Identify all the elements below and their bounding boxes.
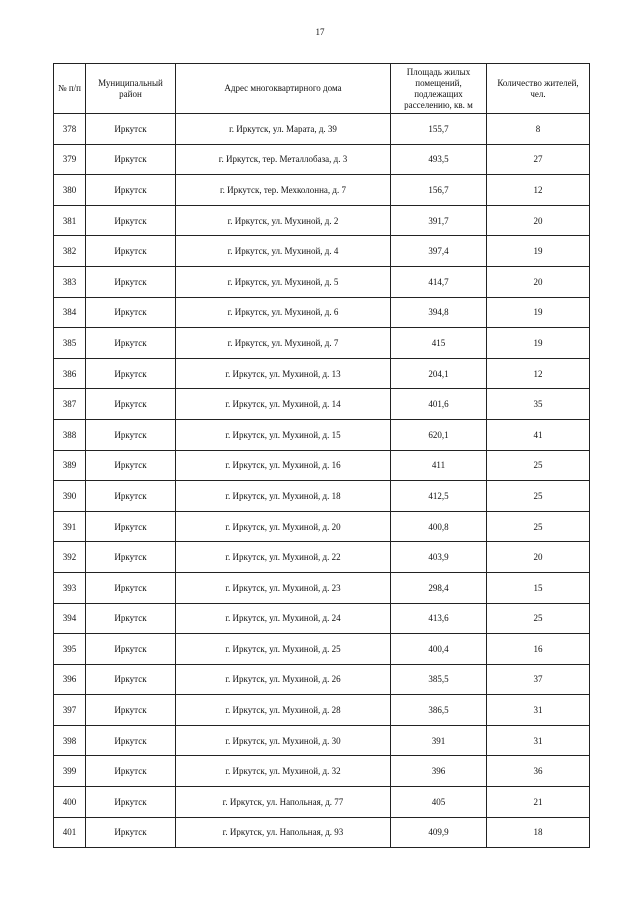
cell-area: 391,7 [391, 205, 487, 236]
cell-address: г. Иркутск, ул. Мухиной, д. 28 [176, 695, 391, 726]
cell-address: г. Иркутск, ул. Мухиной, д. 5 [176, 266, 391, 297]
housing-register-table [53, 63, 590, 848]
cell-district: Иркутск [86, 542, 176, 573]
cell-area: 397,4 [391, 236, 487, 267]
cell-area: 394,8 [391, 297, 487, 328]
cell-residents: 16 [487, 634, 590, 665]
cell-residents: 41 [487, 419, 590, 450]
table-row [54, 634, 590, 665]
cell-residents: 31 [487, 725, 590, 756]
cell-number: 392 [54, 542, 86, 573]
cell-district: Иркутск [86, 328, 176, 359]
cell-residents: 19 [487, 328, 590, 359]
table-row [54, 787, 590, 818]
cell-address: г. Иркутск, ул. Мухиной, д. 15 [176, 419, 391, 450]
table-body [54, 114, 590, 848]
table-row [54, 481, 590, 512]
cell-district: Иркутск [86, 817, 176, 848]
table-row [54, 725, 590, 756]
cell-residents: 15 [487, 572, 590, 603]
cell-number: 383 [54, 266, 86, 297]
table-row [54, 664, 590, 695]
cell-area: 400,4 [391, 634, 487, 665]
cell-number: 393 [54, 572, 86, 603]
cell-area: 620,1 [391, 419, 487, 450]
cell-residents: 36 [487, 756, 590, 787]
cell-address: г. Иркутск, ул. Мухиной, д. 22 [176, 542, 391, 573]
cell-number: 400 [54, 787, 86, 818]
cell-address: г. Иркутск, ул. Мухиной, д. 23 [176, 572, 391, 603]
cell-district: Иркутск [86, 756, 176, 787]
header-address: Адрес многоквартирного дома [176, 64, 391, 114]
table-row [54, 817, 590, 848]
cell-district: Иркутск [86, 634, 176, 665]
cell-address: г. Иркутск, ул. Мухиной, д. 20 [176, 511, 391, 542]
cell-area: 298,4 [391, 572, 487, 603]
header-residents: Количество жителей, чел. [487, 64, 590, 114]
cell-residents: 21 [487, 787, 590, 818]
cell-residents: 27 [487, 144, 590, 175]
table-row [54, 695, 590, 726]
cell-area: 386,5 [391, 695, 487, 726]
table-row [54, 756, 590, 787]
cell-district: Иркутск [86, 603, 176, 634]
cell-number: 386 [54, 358, 86, 389]
cell-number: 380 [54, 175, 86, 206]
cell-area: 400,8 [391, 511, 487, 542]
cell-district: Иркутск [86, 419, 176, 450]
cell-number: 379 [54, 144, 86, 175]
cell-address: г. Иркутск, ул. Напольная, д. 77 [176, 787, 391, 818]
cell-district: Иркутск [86, 481, 176, 512]
cell-address: г. Иркутск, ул. Мухиной, д. 2 [176, 205, 391, 236]
table-row [54, 205, 590, 236]
cell-number: 385 [54, 328, 86, 359]
cell-number: 378 [54, 114, 86, 145]
table-row [54, 511, 590, 542]
header-area: Площадь жилых помещений, подлежащих расселению, кв. м [391, 64, 487, 114]
cell-district: Иркутск [86, 695, 176, 726]
cell-district: Иркутск [86, 175, 176, 206]
cell-residents: 31 [487, 695, 590, 726]
cell-number: 381 [54, 205, 86, 236]
cell-area: 385,5 [391, 664, 487, 695]
table-row [54, 328, 590, 359]
cell-area: 396 [391, 756, 487, 787]
table-row [54, 572, 590, 603]
cell-district: Иркутск [86, 144, 176, 175]
header-district: Муниципальный район [86, 64, 176, 114]
cell-number: 401 [54, 817, 86, 848]
cell-residents: 37 [487, 664, 590, 695]
cell-residents: 25 [487, 450, 590, 481]
table-row [54, 114, 590, 145]
cell-area: 493,5 [391, 144, 487, 175]
cell-number: 391 [54, 511, 86, 542]
cell-number: 396 [54, 664, 86, 695]
cell-district: Иркутск [86, 511, 176, 542]
cell-number: 399 [54, 756, 86, 787]
cell-address: г. Иркутск, тер. Мехколонна, д. 7 [176, 175, 391, 206]
cell-area: 391 [391, 725, 487, 756]
cell-area: 403,9 [391, 542, 487, 573]
table-row [54, 266, 590, 297]
cell-area: 405 [391, 787, 487, 818]
table-row [54, 419, 590, 450]
cell-area: 156,7 [391, 175, 487, 206]
table-row [54, 389, 590, 420]
table-row [54, 358, 590, 389]
cell-address: г. Иркутск, ул. Мухиной, д. 32 [176, 756, 391, 787]
cell-district: Иркутск [86, 205, 176, 236]
cell-area: 415 [391, 328, 487, 359]
cell-district: Иркутск [86, 725, 176, 756]
cell-residents: 19 [487, 236, 590, 267]
cell-area: 413,6 [391, 603, 487, 634]
cell-address: г. Иркутск, ул. Мухиной, д. 4 [176, 236, 391, 267]
cell-residents: 8 [487, 114, 590, 145]
table-row [54, 450, 590, 481]
cell-number: 387 [54, 389, 86, 420]
cell-address: г. Иркутск, ул. Напольная, д. 93 [176, 817, 391, 848]
cell-number: 395 [54, 634, 86, 665]
cell-number: 384 [54, 297, 86, 328]
cell-residents: 20 [487, 266, 590, 297]
cell-area: 412,5 [391, 481, 487, 512]
cell-number: 390 [54, 481, 86, 512]
cell-address: г. Иркутск, ул. Мухиной, д. 7 [176, 328, 391, 359]
cell-residents: 25 [487, 481, 590, 512]
cell-address: г. Иркутск, ул. Мухиной, д. 26 [176, 664, 391, 695]
table-row [54, 144, 590, 175]
table-header-row [54, 64, 590, 114]
cell-residents: 12 [487, 358, 590, 389]
cell-district: Иркутск [86, 787, 176, 818]
cell-residents: 20 [487, 205, 590, 236]
cell-area: 414,7 [391, 266, 487, 297]
cell-address: г. Иркутск, ул. Мухиной, д. 13 [176, 358, 391, 389]
cell-district: Иркутск [86, 450, 176, 481]
cell-district: Иркутск [86, 664, 176, 695]
cell-number: 389 [54, 450, 86, 481]
cell-district: Иркутск [86, 114, 176, 145]
cell-address: г. Иркутск, ул. Марата, д. 39 [176, 114, 391, 145]
table-row [54, 175, 590, 206]
cell-number: 394 [54, 603, 86, 634]
cell-district: Иркутск [86, 297, 176, 328]
table-row [54, 297, 590, 328]
cell-district: Иркутск [86, 358, 176, 389]
cell-residents: 18 [487, 817, 590, 848]
cell-address: г. Иркутск, ул. Мухиной, д. 18 [176, 481, 391, 512]
cell-address: г. Иркутск, ул. Мухиной, д. 30 [176, 725, 391, 756]
cell-address: г. Иркутск, ул. Мухиной, д. 25 [176, 634, 391, 665]
table-row [54, 603, 590, 634]
cell-residents: 19 [487, 297, 590, 328]
cell-residents: 12 [487, 175, 590, 206]
cell-address: г. Иркутск, ул. Мухиной, д. 14 [176, 389, 391, 420]
table-row [54, 542, 590, 573]
cell-area: 155,7 [391, 114, 487, 145]
cell-address: г. Иркутск, ул. Мухиной, д. 16 [176, 450, 391, 481]
cell-district: Иркутск [86, 389, 176, 420]
cell-number: 398 [54, 725, 86, 756]
cell-area: 401,6 [391, 389, 487, 420]
cell-residents: 25 [487, 603, 590, 634]
table-row [54, 236, 590, 267]
cell-address: г. Иркутск, тер. Металлобаза, д. 3 [176, 144, 391, 175]
cell-area: 409,9 [391, 817, 487, 848]
header-number: № п/п [54, 64, 86, 114]
cell-residents: 25 [487, 511, 590, 542]
cell-area: 204,1 [391, 358, 487, 389]
cell-residents: 20 [487, 542, 590, 573]
cell-number: 397 [54, 695, 86, 726]
cell-number: 388 [54, 419, 86, 450]
cell-residents: 35 [487, 389, 590, 420]
page-number: 17 [315, 27, 325, 37]
cell-district: Иркутск [86, 236, 176, 267]
cell-number: 382 [54, 236, 86, 267]
cell-district: Иркутск [86, 266, 176, 297]
cell-address: г. Иркутск, ул. Мухиной, д. 24 [176, 603, 391, 634]
cell-address: г. Иркутск, ул. Мухиной, д. 6 [176, 297, 391, 328]
cell-district: Иркутск [86, 572, 176, 603]
cell-area: 411 [391, 450, 487, 481]
